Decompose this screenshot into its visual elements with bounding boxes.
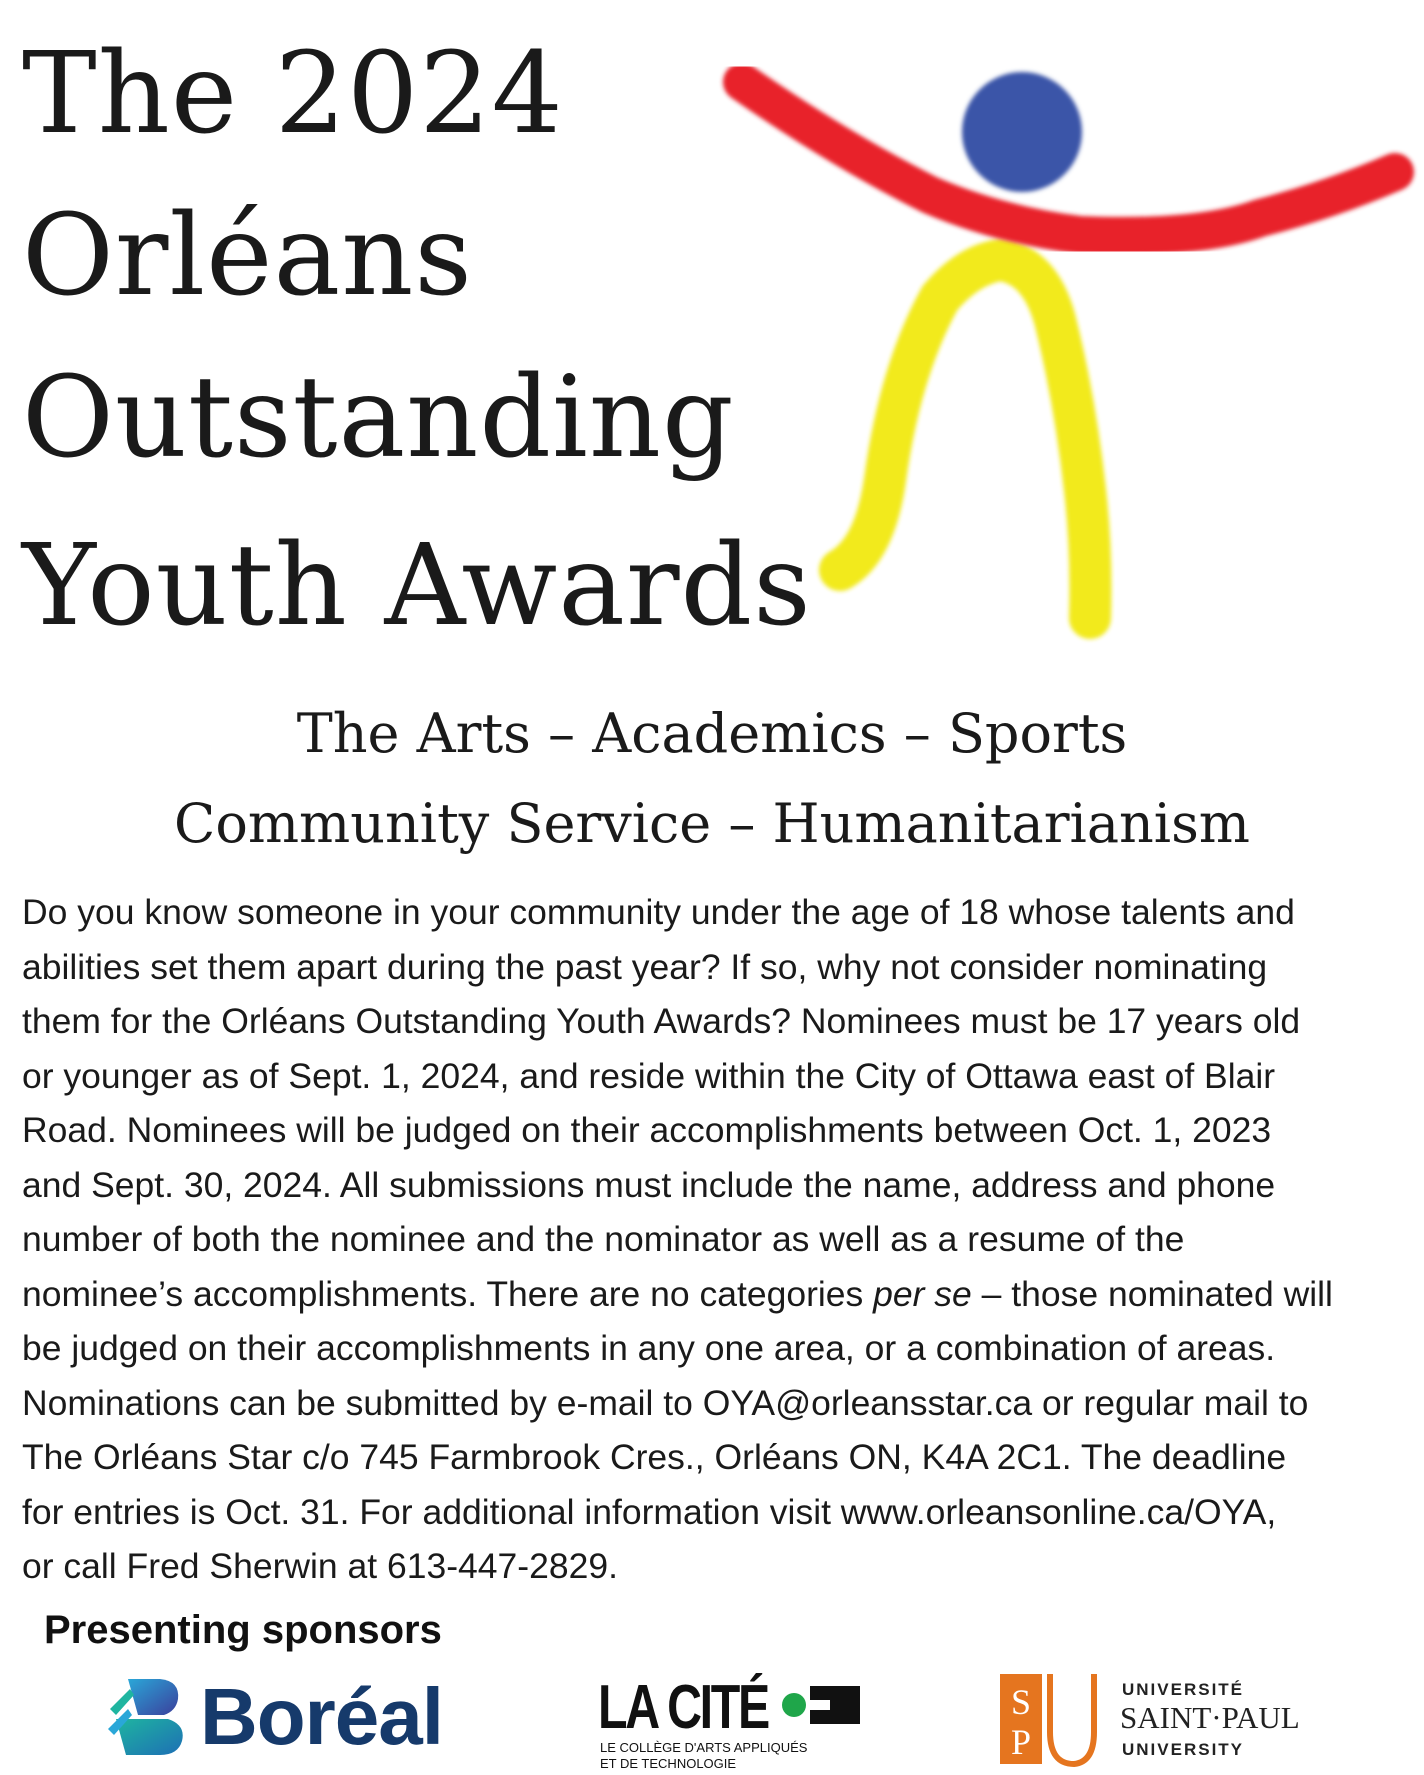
body-paragraph xyxy=(22,885,1412,1594)
boreal-logo xyxy=(108,1672,468,1761)
body-line: or younger as of Sept. 1, 2024, and reside within the City of Ottawa east of Blair xyxy=(22,1055,1276,1096)
usp-logo xyxy=(998,1672,1328,1772)
lacite-logo xyxy=(598,1672,878,1772)
body-line: Do you know someone in your community under the age of 18 whose talents and xyxy=(22,892,1295,932)
body-line: and Sept. 30, 2024. All submissions must include the name, address and phone xyxy=(22,1164,1276,1205)
body-line: be judged on their accomplishments in any one area, or a combination of areas. xyxy=(22,1328,1276,1368)
lacite-subtitle-2: ET DE TECHNOLOGIE xyxy=(600,1756,737,1771)
body-line-8-end: – those nominated will xyxy=(971,1273,1333,1314)
body-line: number of both the nominee and the nominator as well as a resume of the xyxy=(22,1219,1185,1259)
sponsors-heading: Presenting sponsors xyxy=(44,1608,442,1652)
boreal-mark-icon xyxy=(108,1675,188,1757)
per-se-italic: per se xyxy=(873,1273,972,1314)
youth-figure-logo xyxy=(700,40,1420,660)
body-line: Nominations can be submitted by e-mail to OYA@orleansstar.ca or regular mail to xyxy=(22,1382,1309,1423)
body-line: them for the Orléans Outstanding Youth Awards? Nominees must be 17 years old xyxy=(22,1001,1301,1041)
usp-shield-icon xyxy=(998,1672,1098,1772)
body-line: for entries is Oct. 31. For additional information visit www.orleansonline.ca/OYA, xyxy=(22,1491,1277,1532)
body-line: abilities set them apart during the past year? If so, why not consider nominating xyxy=(22,946,1268,987)
categories-line-1: The Arts – Academics – Sports xyxy=(296,702,1128,765)
lacite-wordmark: LA CITÉ xyxy=(598,1673,768,1742)
lacite-subtitle-1: LE COLLÈGE D'ARTS APPLIQUÉS xyxy=(600,1740,808,1755)
lacite-mark-icon xyxy=(780,1680,864,1730)
boreal-wordmark: Boréal xyxy=(200,1672,443,1761)
figure-body-stroke xyxy=(840,260,1090,618)
body-line: Road. Nominees will be judged on their accomplishments between Oct. 1, 2023 xyxy=(22,1110,1272,1150)
body-line: or call Fred Sherwin at 613-447-2829. xyxy=(22,1546,618,1586)
figure-head xyxy=(962,72,1082,192)
usp-text-top: UNIVERSITÉ xyxy=(1122,1680,1245,1699)
body-line-8-start: nominee’s accomplishments. There are no categories xyxy=(22,1273,874,1314)
title-line-1: The 2024 xyxy=(22,29,564,159)
usp-text-bottom: UNIVERSITY xyxy=(1122,1740,1245,1759)
title-line-4: Youth Awards xyxy=(22,521,812,651)
body-line: The Orléans Star c/o 745 Farmbrook Cres., Orléans ON, K4A 2C1. The deadline xyxy=(22,1437,1287,1477)
usp-text-mid: SAINT·PAUL xyxy=(1120,1700,1300,1735)
usp-letter-s: S xyxy=(1010,1682,1032,1722)
title-line-3: Outstanding xyxy=(22,353,735,483)
categories-line-2: Community Service – Humanitarianism xyxy=(174,792,1250,855)
title-line-2: Orléans xyxy=(22,191,473,321)
body-line xyxy=(22,1267,1412,1322)
usp-letter-p: P xyxy=(1010,1722,1032,1762)
